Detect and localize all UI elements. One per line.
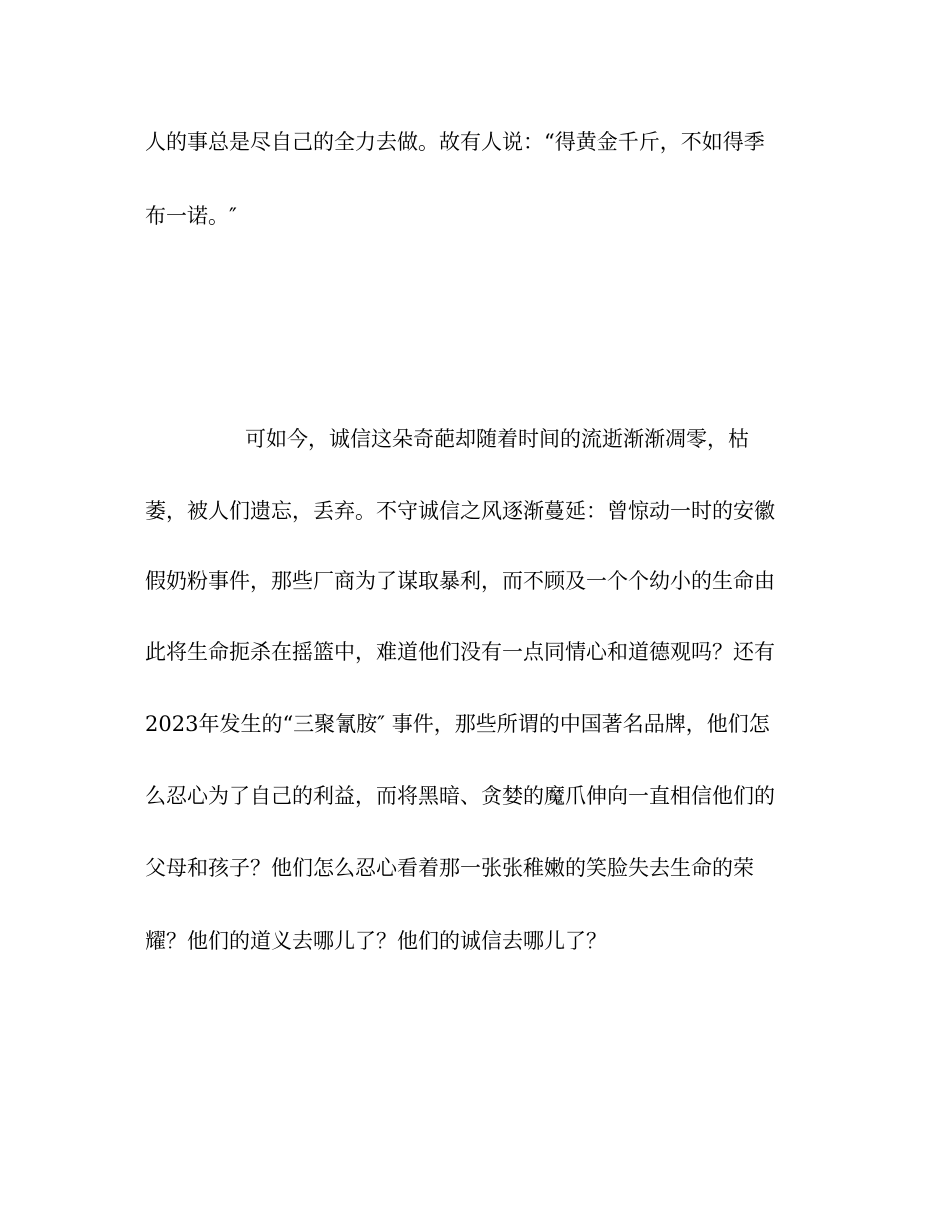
paragraph-2-line-7: 父母和孩子？他们怎么忍心看着那一张张稚嫩的笑脸失去生命的荣: [145, 856, 754, 880]
paragraph-2-line-1: 可如今，诚信这朵奇葩却随着时间的流逝渐渐凋零，枯: [245, 427, 749, 451]
paragraph-2-line-5: 2023年发生的“三聚氰胺″ 事件，那些所谓的中国著名品牌，他们怎: [145, 712, 770, 736]
paragraph-2-line-6: 么忍心为了自己的利益，而将黑暗、贪婪的魔爪伸向一直相信他们的: [145, 784, 775, 808]
paragraph-2-line-4: 此将生命扼杀在摇篮中，难道他们没有一点同情心和道德观吗？还有: [145, 640, 775, 664]
paragraph-2-line-8: 耀？他们的道义去哪儿了？他们的诚信去哪儿了？: [145, 929, 607, 953]
paragraph-1-line-1: 人的事总是尽自己的全力去做。故有人说：“得黄金千斤，不如得季: [145, 130, 765, 154]
paragraph-2-line-2: 萎，被人们遗忘，丢弃。不守诚信之风逐渐蔓延：曾惊动一时的安徽: [145, 499, 775, 523]
paragraph-2-line-3: 假奶粉事件，那些厂商为了谋取暴利，而不顾及一个个幼小的生命由: [145, 569, 775, 593]
paragraph-1-line-2: 布一诺。″: [145, 204, 237, 228]
